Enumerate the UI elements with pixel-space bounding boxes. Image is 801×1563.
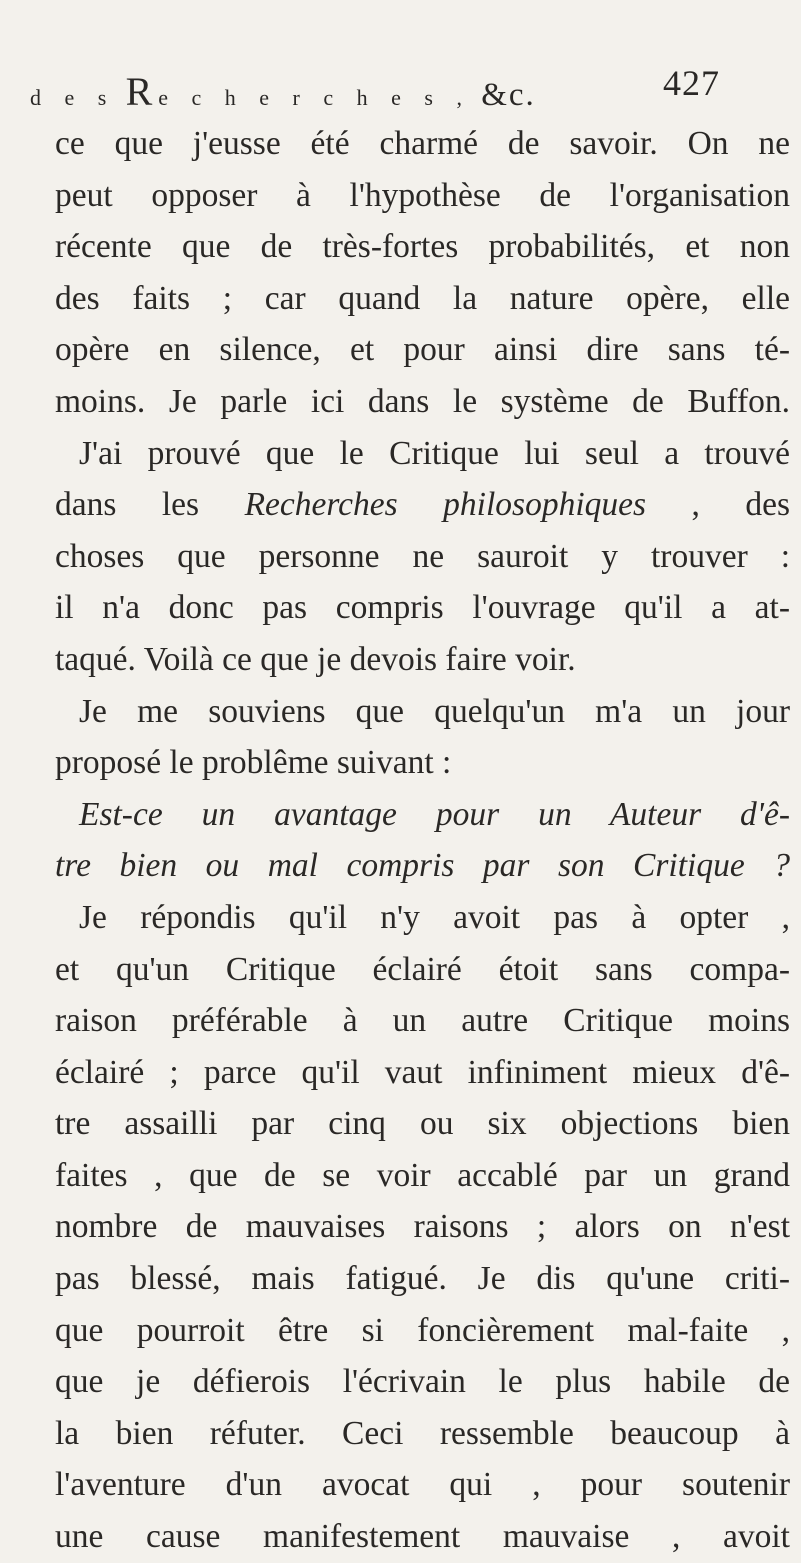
text-line-5: opère en silence, et pour ainsi dire sans té- [55, 331, 790, 369]
text-line-8 [55, 479, 790, 531]
text-line-8-post: , des [646, 486, 790, 524]
header-des: d e s [30, 85, 116, 110]
text-line-24: que pourroit être si foncièrement mal-faite , [55, 1311, 790, 1349]
text-line-16: Je répondis qu'il n'y avoit pas à opter , [79, 898, 790, 936]
page-number: 427 [663, 63, 720, 103]
text-line-11: taqué. Voilà ce que je devois faire voir. [55, 640, 576, 678]
header-etc: &c. [481, 77, 536, 113]
text-line-12: Je me souviens que quelqu'un m'a un jour [79, 692, 790, 730]
problem-line-2: tre bien ou mal compris par son Critique ? [55, 847, 790, 885]
book-title-italic: Recherches philosophiques [244, 486, 647, 524]
running-header [30, 63, 720, 118]
text-line-17: et qu'un Critique éclairé étoit sans compa- [55, 950, 790, 988]
text-line-10: il n'a donc pas compris l'ouvrage qu'il a at- [55, 589, 790, 627]
text-line-27: l'aventure d'un avocat qui , pour soutenir [55, 1466, 790, 1504]
text-line-19: éclairé ; parce qu'il vaut infiniment mieux d'ê- [55, 1053, 790, 1091]
text-line-7: J'ai prouvé que le Critique lui seul a trouvé [79, 434, 790, 472]
text-line-22: nombre de mauvaises raisons ; alors on n'est [55, 1208, 790, 1246]
text-line-1: ce que j'eusse été charmé de savoir. On ne [55, 125, 790, 162]
text-line-8-pre: dans les [55, 486, 245, 524]
header-recherches: e c h e r c h e s , [158, 85, 471, 110]
header-recherches-initial: R [125, 69, 159, 114]
text-line-13: proposé le problême suivant : [55, 744, 452, 782]
text-line-25: que je défierois l'écrivain le plus habile de [55, 1363, 790, 1401]
text-line-3: récente que de très-fortes probabilités, et non [55, 228, 790, 266]
text-line-6: moins. Je parle ici dans le système de Buffon. [55, 382, 790, 420]
body-text [55, 118, 790, 1563]
text-line-2: peut opposer à l'hypothèse de l'organisation [55, 176, 790, 214]
text-line-26: la bien réfuter. Ceci ressemble beaucoup à [55, 1414, 790, 1452]
text-line-9: choses que personne ne sauroit y trouver : [55, 537, 790, 575]
text-line-21: faites , que de se voir accablé par un grand [55, 1156, 790, 1194]
text-line-4: des faits ; car quand la nature opère, elle [55, 279, 790, 317]
problem-line-1: Est-ce un avantage pour un Auteur d'ê- [79, 795, 790, 833]
text-line-18: raison préférable à un autre Critique moins [55, 1002, 790, 1040]
text-line-20: tre assailli par cinq ou six objections bien [55, 1105, 790, 1143]
text-line-23: pas blessé, mais fatigué. Je dis qu'une criti- [55, 1260, 790, 1298]
text-line-28: une cause manifestement mauvaise , avoit [55, 1518, 790, 1556]
